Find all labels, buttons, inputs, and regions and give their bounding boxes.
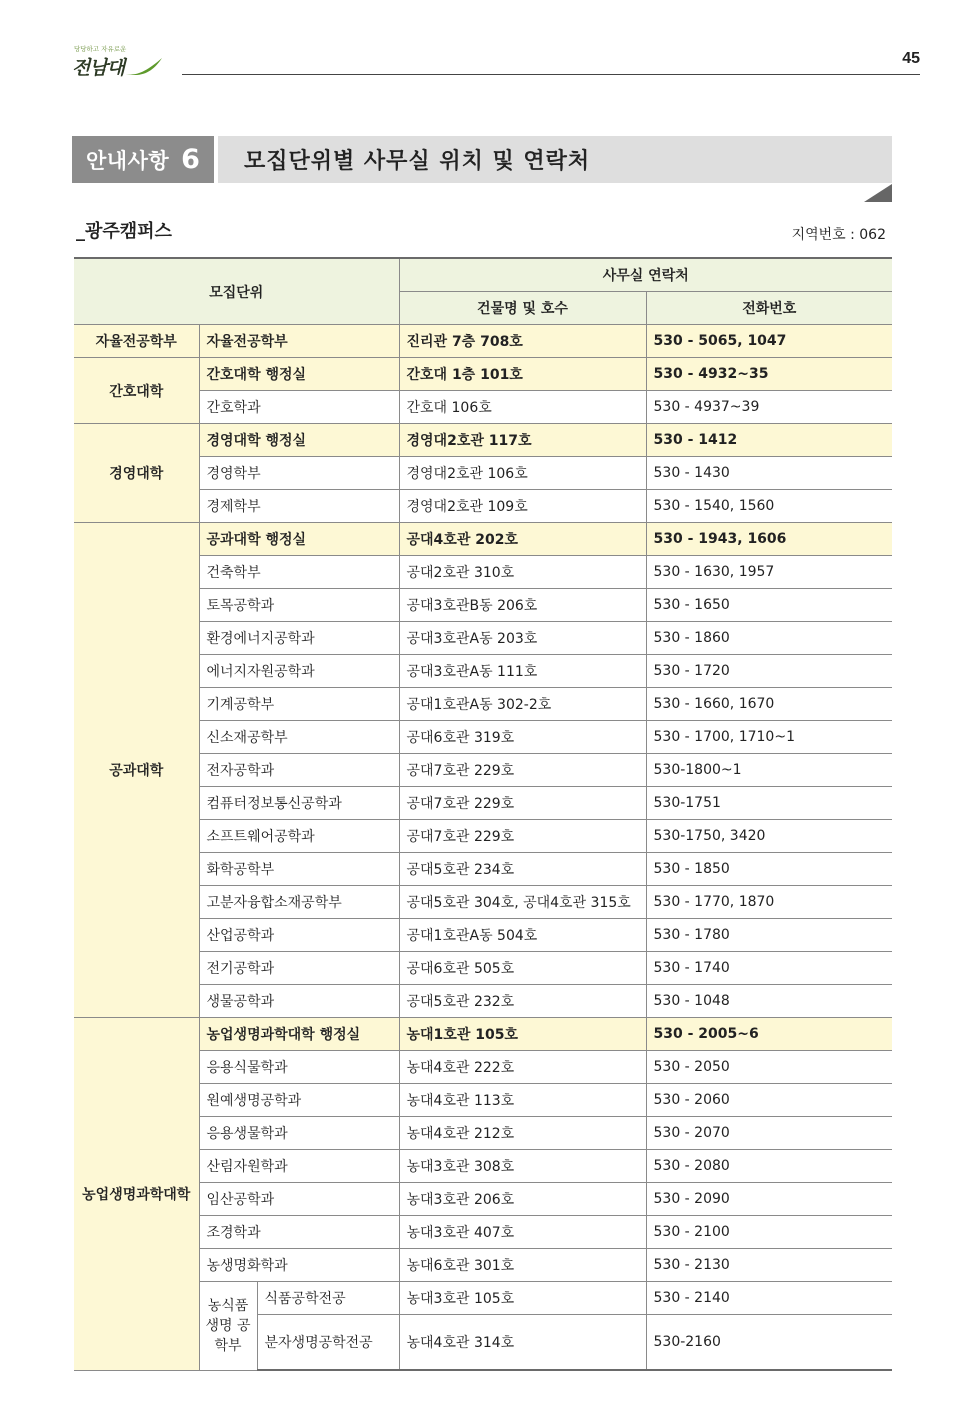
phone-cell: 530 - 4932~35 <box>646 358 892 391</box>
building-cell: 공대7호관 229호 <box>399 787 646 820</box>
phone-cell: 530 - 1412 <box>646 424 892 457</box>
dept-cell: 전자공학과 <box>199 754 399 787</box>
dept-cell: 간호학과 <box>199 391 399 424</box>
building-cell: 농대4호관 222호 <box>399 1051 646 1084</box>
college-cell: 자율전공학부 <box>74 325 199 358</box>
header-phone: 전화번호 <box>646 292 892 325</box>
phone-cell: 530 - 1660, 1670 <box>646 688 892 721</box>
phone-cell: 530 - 1630, 1957 <box>646 556 892 589</box>
college-cell: 경영대학 <box>74 424 199 523</box>
dept-cell: 응용식물학과 <box>199 1051 399 1084</box>
building-cell: 농대4호관 113호 <box>399 1084 646 1117</box>
college-cell: 농업생명과학대학 <box>74 1018 199 1371</box>
section-tag <box>72 136 214 183</box>
phone-cell: 530 - 1860 <box>646 622 892 655</box>
phone-cell: 530 - 4937~39 <box>646 391 892 424</box>
building-cell: 공대6호관 505호 <box>399 952 646 985</box>
building-cell: 간호대 106호 <box>399 391 646 424</box>
dept-cell: 화학공학부 <box>199 853 399 886</box>
building-cell: 농대1호관 105호 <box>399 1018 646 1051</box>
phone-cell: 530 - 1740 <box>646 952 892 985</box>
campus-title: _광주캠퍼스 <box>76 221 172 242</box>
dept-cell: 컴퓨터정보통신공학과 <box>199 787 399 820</box>
phone-cell: 530 - 1943, 1606 <box>646 523 892 556</box>
office-contact-table <box>74 257 892 1371</box>
building-cell: 공대5호관 304호, 공대4호관 315호 <box>399 886 646 919</box>
table-row <box>74 358 892 391</box>
phone-cell: 530 - 1720 <box>646 655 892 688</box>
building-cell: 간호대 1층 101호 <box>399 358 646 391</box>
header-rule <box>182 74 920 75</box>
table-row <box>74 325 892 358</box>
phone-cell: 530-1800~1 <box>646 754 892 787</box>
phone-cell: 530 - 2070 <box>646 1117 892 1150</box>
logo-swoosh-icon <box>124 56 164 78</box>
building-cell: 공대2호관 310호 <box>399 556 646 589</box>
logo-name: 전남대 <box>72 57 125 79</box>
phone-cell: 530 - 2090 <box>646 1183 892 1216</box>
phone-cell: 530 - 2050 <box>646 1051 892 1084</box>
phone-cell: 530-2160 <box>646 1315 892 1371</box>
phone-cell: 530-1751 <box>646 787 892 820</box>
dept-cell: 간호대학 행정실 <box>199 358 399 391</box>
dept-cell: 건축학부 <box>199 556 399 589</box>
building-cell: 농대3호관 105호 <box>399 1282 646 1315</box>
building-cell: 공대4호관 202호 <box>399 523 646 556</box>
phone-cell: 530 - 2140 <box>646 1282 892 1315</box>
dept-cell: 소프트웨어공학과 <box>199 820 399 853</box>
building-cell: 공대5호관 232호 <box>399 985 646 1018</box>
phone-cell: 530 - 1770, 1870 <box>646 886 892 919</box>
section-header <box>72 136 892 183</box>
table-row <box>74 1018 892 1051</box>
building-cell: 농대3호관 407호 <box>399 1216 646 1249</box>
building-cell: 경영대2호관 106호 <box>399 457 646 490</box>
phone-cell: 530 - 5065, 1047 <box>646 325 892 358</box>
phone-cell: 530 - 1850 <box>646 853 892 886</box>
phone-cell: 530 - 1048 <box>646 985 892 1018</box>
dept-cell: 경영대학 행정실 <box>199 424 399 457</box>
dept-cell: 기계공학부 <box>199 688 399 721</box>
area-code: 지역번호 : 062 <box>791 227 886 243</box>
building-cell: 공대3호관A동 111호 <box>399 655 646 688</box>
phone-cell: 530 - 2060 <box>646 1084 892 1117</box>
building-cell: 농대4호관 212호 <box>399 1117 646 1150</box>
logo-tagline: 당당하고 자유로운 <box>74 45 127 53</box>
header-unit: 모집단위 <box>74 258 399 325</box>
dept-cell: 에너지자원공학과 <box>199 655 399 688</box>
building-cell: 공대1호관A동 302-2호 <box>399 688 646 721</box>
building-cell: 공대6호관 319호 <box>399 721 646 754</box>
college-cell: 간호대학 <box>74 358 199 424</box>
building-cell: 공대7호관 229호 <box>399 820 646 853</box>
dept-cell: 고분자융합소재공학부 <box>199 886 399 919</box>
subgroup-cell: 농식품 생명 공학부 <box>199 1282 257 1371</box>
building-cell: 농대3호관 308호 <box>399 1150 646 1183</box>
dept-cell: 경영학부 <box>199 457 399 490</box>
dept-cell: 산업공학과 <box>199 919 399 952</box>
section-tag-number: 6 <box>181 144 200 175</box>
building-cell: 공대5호관 234호 <box>399 853 646 886</box>
dept-cell: 원예생명공학과 <box>199 1084 399 1117</box>
building-cell: 농대6호관 301호 <box>399 1249 646 1282</box>
dept-cell: 식품공학전공 <box>257 1282 399 1315</box>
phone-cell: 530 - 2130 <box>646 1249 892 1282</box>
building-cell: 공대3호관A동 203호 <box>399 622 646 655</box>
header-office: 사무실 연락처 <box>399 258 892 292</box>
dept-cell: 토목공학과 <box>199 589 399 622</box>
dept-cell: 임산공학과 <box>199 1183 399 1216</box>
phone-cell: 530 - 1540, 1560 <box>646 490 892 523</box>
phone-cell: 530 - 2005~6 <box>646 1018 892 1051</box>
section-title-box <box>218 136 892 183</box>
phone-cell: 530 - 2100 <box>646 1216 892 1249</box>
phone-cell: 530 - 1780 <box>646 919 892 952</box>
dept-cell: 응용생물학과 <box>199 1117 399 1150</box>
phone-cell: 530-1750, 3420 <box>646 820 892 853</box>
building-cell: 공대3호관B동 206호 <box>399 589 646 622</box>
table-row <box>74 523 892 556</box>
dept-cell: 경제학부 <box>199 490 399 523</box>
phone-cell: 530 - 1700, 1710~1 <box>646 721 892 754</box>
table-row <box>74 424 892 457</box>
dept-cell: 생물공학과 <box>199 985 399 1018</box>
dept-cell: 농업생명과학대학 행정실 <box>199 1018 399 1051</box>
building-cell: 경영대2호관 117호 <box>399 424 646 457</box>
college-cell: 공과대학 <box>74 523 199 1018</box>
dept-cell: 전기공학과 <box>199 952 399 985</box>
header-building: 건물명 및 호수 <box>399 292 646 325</box>
phone-cell: 530 - 1430 <box>646 457 892 490</box>
dept-cell: 분자생명공학전공 <box>257 1315 399 1371</box>
dept-cell: 환경에너지공학과 <box>199 622 399 655</box>
phone-cell: 530 - 1650 <box>646 589 892 622</box>
dept-cell: 공과대학 행정실 <box>199 523 399 556</box>
section-tag-label: 안내사항 <box>86 148 170 173</box>
section-title: 모집단위별 사무실 위치 및 연락처 <box>244 149 591 174</box>
dept-cell: 자율전공학부 <box>199 325 399 358</box>
dept-cell: 조경학과 <box>199 1216 399 1249</box>
corner-fold-icon <box>864 184 892 202</box>
dept-cell: 신소재공학부 <box>199 721 399 754</box>
dept-cell: 농생명화학과 <box>199 1249 399 1282</box>
phone-cell: 530 - 2080 <box>646 1150 892 1183</box>
university-logo <box>68 44 168 78</box>
building-cell: 진리관 7층 708호 <box>399 325 646 358</box>
dept-cell: 산림자원학과 <box>199 1150 399 1183</box>
building-cell: 농대3호관 206호 <box>399 1183 646 1216</box>
page-number: 45 <box>902 50 920 67</box>
building-cell: 공대1호관A동 504호 <box>399 919 646 952</box>
building-cell: 경영대2호관 109호 <box>399 490 646 523</box>
building-cell: 공대7호관 229호 <box>399 754 646 787</box>
building-cell: 농대4호관 314호 <box>399 1315 646 1371</box>
